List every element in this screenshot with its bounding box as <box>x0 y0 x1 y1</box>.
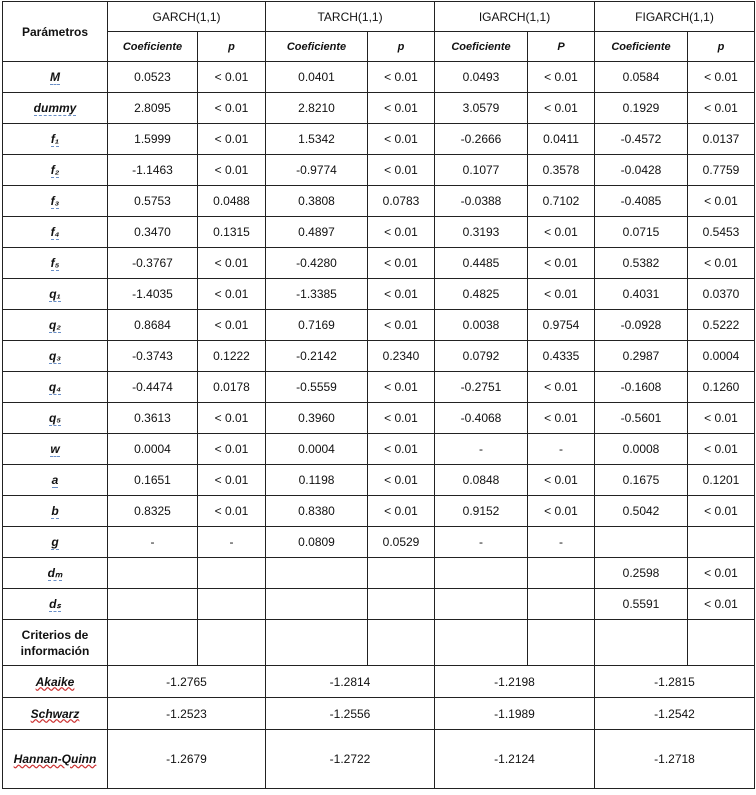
p-value-cell: 0.0137 <box>688 124 755 155</box>
p-value-cell: 0.1260 <box>688 372 755 403</box>
coefficient-cell: 0.5042 <box>595 496 688 527</box>
table-row <box>3 558 755 589</box>
p-value-cell: 0.5222 <box>688 310 755 341</box>
coefficient-cell: - <box>435 527 528 558</box>
criterion-value: -1.2722 <box>266 730 435 789</box>
coefficient-cell: 0.7169 <box>266 310 368 341</box>
p-value-cell: 0.0004 <box>688 341 755 372</box>
parameter-name: a <box>51 473 59 487</box>
table-row <box>3 279 755 310</box>
coefficient-cell: 0.0848 <box>435 465 528 496</box>
coefficient-cell: -1.4035 <box>108 279 198 310</box>
coefficient-cell: 0.0523 <box>108 62 198 93</box>
coefficient-cell: -0.0428 <box>595 155 688 186</box>
coefficient-cell <box>108 589 198 620</box>
criteria-label: Criterios de información <box>3 620 108 666</box>
table-row <box>3 155 755 186</box>
coefficient-cell: -1.3385 <box>266 279 368 310</box>
parameter-rows <box>3 62 755 620</box>
coefficient-cell: 0.2987 <box>595 341 688 372</box>
p-value-cell: 0.7102 <box>528 186 595 217</box>
coefficient-cell: 0.5591 <box>595 589 688 620</box>
p-value-cell: < 0.01 <box>368 62 435 93</box>
coefficient-cell: -0.2142 <box>266 341 368 372</box>
parameter-name: f₅ <box>50 256 60 270</box>
coefficient-cell: 0.4897 <box>266 217 368 248</box>
p-value-cell: < 0.01 <box>368 155 435 186</box>
p-value-cell: < 0.01 <box>198 279 266 310</box>
table-row <box>3 186 755 217</box>
criterion-value: -1.2542 <box>595 698 755 730</box>
coefficient-cell: - <box>108 527 198 558</box>
p-value-cell: < 0.01 <box>368 248 435 279</box>
p-value-cell: 0.1222 <box>198 341 266 372</box>
p-header: P <box>528 32 595 62</box>
table-row <box>3 589 755 620</box>
criteria-row <box>3 730 755 789</box>
coefficient-cell: 0.1675 <box>595 465 688 496</box>
coefficient-cell: 0.0401 <box>266 62 368 93</box>
table-row <box>3 465 755 496</box>
parameter-name-cell <box>3 589 108 620</box>
p-value-cell <box>528 558 595 589</box>
coefficient-cell: 0.1929 <box>595 93 688 124</box>
coefficient-cell: -0.4572 <box>595 124 688 155</box>
coef-header: Coeficiente <box>435 32 528 62</box>
p-value-cell: < 0.01 <box>688 403 755 434</box>
p-value-cell: 0.7759 <box>688 155 755 186</box>
criteria-row <box>3 666 755 698</box>
parameters-header: Parámetros <box>3 2 108 62</box>
criterion-value: -1.2765 <box>108 666 266 698</box>
coefficient-cell: 0.1198 <box>266 465 368 496</box>
p-value-cell: < 0.01 <box>198 310 266 341</box>
results-table <box>2 1 755 789</box>
parameter-name: q₂ <box>49 318 61 332</box>
coefficient-cell: -0.3767 <box>108 248 198 279</box>
coefficient-cell: 0.0004 <box>108 434 198 465</box>
p-value-cell <box>198 589 266 620</box>
parameter-name-cell <box>3 93 108 124</box>
p-value-cell: 0.9754 <box>528 310 595 341</box>
p-header: p <box>198 32 266 62</box>
coefficient-cell <box>108 558 198 589</box>
p-value-cell <box>198 558 266 589</box>
coefficient-cell: 0.0004 <box>266 434 368 465</box>
p-value-cell: < 0.01 <box>368 124 435 155</box>
criteria-rows <box>3 620 755 789</box>
p-value-cell: < 0.01 <box>688 558 755 589</box>
coefficient-cell: 1.5999 <box>108 124 198 155</box>
parameter-name: q₁ <box>49 287 61 301</box>
p-value-cell: < 0.01 <box>528 465 595 496</box>
coefficient-cell: 0.8380 <box>266 496 368 527</box>
coefficient-cell: -0.4068 <box>435 403 528 434</box>
p-value-cell: 0.0370 <box>688 279 755 310</box>
table-row <box>3 124 755 155</box>
parameter-name: q₄ <box>48 380 62 394</box>
table-row <box>3 248 755 279</box>
parameter-name-cell <box>3 434 108 465</box>
coefficient-cell: -0.5601 <box>595 403 688 434</box>
p-header: p <box>688 32 755 62</box>
empty-cell <box>688 620 755 666</box>
coefficient-cell: - <box>435 434 528 465</box>
parameter-name-cell <box>3 248 108 279</box>
p-value-cell: - <box>528 527 595 558</box>
coefficient-cell: 0.8684 <box>108 310 198 341</box>
p-value-cell: < 0.01 <box>528 62 595 93</box>
coefficient-cell: 0.1651 <box>108 465 198 496</box>
p-value-cell: 0.1201 <box>688 465 755 496</box>
p-value-cell: < 0.01 <box>528 372 595 403</box>
coefficient-cell: 0.0809 <box>266 527 368 558</box>
coefficient-cell: -0.2666 <box>435 124 528 155</box>
coef-header: Coeficiente <box>595 32 688 62</box>
table-row <box>3 403 755 434</box>
coefficient-cell: -0.4280 <box>266 248 368 279</box>
criterion-value: -1.2814 <box>266 666 435 698</box>
coefficient-cell: 0.2598 <box>595 558 688 589</box>
parameter-name: f₄ <box>50 225 60 239</box>
criteria-row <box>3 698 755 730</box>
p-value-cell <box>368 558 435 589</box>
coefficient-cell <box>435 558 528 589</box>
p-value-cell: < 0.01 <box>688 589 755 620</box>
coefficient-cell: 0.9152 <box>435 496 528 527</box>
coefficient-cell: -0.5559 <box>266 372 368 403</box>
parameter-name: q₅ <box>48 411 62 425</box>
coefficient-cell <box>266 558 368 589</box>
p-value-cell: < 0.01 <box>198 496 266 527</box>
p-value-cell: < 0.01 <box>688 93 755 124</box>
criterion-name: Schwarz <box>3 698 108 730</box>
coefficient-cell: 2.8095 <box>108 93 198 124</box>
parameter-name-cell <box>3 186 108 217</box>
p-value-cell: < 0.01 <box>688 434 755 465</box>
coefficient-cell: 0.0715 <box>595 217 688 248</box>
coefficient-cell: 0.5382 <box>595 248 688 279</box>
parameter-name-cell <box>3 403 108 434</box>
parameter-name-cell <box>3 62 108 93</box>
p-value-cell: 0.0488 <box>198 186 266 217</box>
p-value-cell <box>368 589 435 620</box>
coefficient-cell: -0.3743 <box>108 341 198 372</box>
coefficient-cell: 0.1077 <box>435 155 528 186</box>
criterion-value: -1.2523 <box>108 698 266 730</box>
coefficient-cell: 3.0579 <box>435 93 528 124</box>
coefficient-cell: -0.4085 <box>595 186 688 217</box>
p-value-cell: < 0.01 <box>688 496 755 527</box>
parameter-name: q₃ <box>49 349 61 363</box>
coefficient-cell: 0.5753 <box>108 186 198 217</box>
p-value-cell: < 0.01 <box>368 217 435 248</box>
coefficient-cell: 0.3613 <box>108 403 198 434</box>
coefficient-cell: 0.4825 <box>435 279 528 310</box>
parameter-name: b <box>51 504 59 518</box>
p-value-cell: 0.5453 <box>688 217 755 248</box>
table-row <box>3 341 755 372</box>
parameter-name: M <box>50 70 60 84</box>
p-value-cell: 0.0783 <box>368 186 435 217</box>
p-value-cell: < 0.01 <box>368 310 435 341</box>
p-value-cell: - <box>198 527 266 558</box>
coefficient-cell: -0.2751 <box>435 372 528 403</box>
parameter-name-cell <box>3 372 108 403</box>
p-value-cell <box>688 527 755 558</box>
p-value-cell: < 0.01 <box>528 217 595 248</box>
p-value-cell: < 0.01 <box>528 248 595 279</box>
model-header-igarch: IGARCH(1,1) <box>435 2 595 32</box>
coef-header: Coeficiente <box>266 32 368 62</box>
parameter-name: f₂ <box>50 163 60 177</box>
criterion-value: -1.2198 <box>435 666 595 698</box>
p-value-cell: < 0.01 <box>198 434 266 465</box>
parameter-name-cell <box>3 217 108 248</box>
p-value-cell <box>528 589 595 620</box>
parameter-name: g <box>51 535 59 549</box>
p-value-cell: < 0.01 <box>198 248 266 279</box>
parameter-name-cell <box>3 279 108 310</box>
p-value-cell: < 0.01 <box>198 403 266 434</box>
p-value-cell: < 0.01 <box>368 403 435 434</box>
p-value-cell: - <box>528 434 595 465</box>
p-value-cell: < 0.01 <box>198 62 266 93</box>
coefficient-cell: 0.3193 <box>435 217 528 248</box>
empty-cell <box>108 620 198 666</box>
p-value-cell: 0.4335 <box>528 341 595 372</box>
p-value-cell: 0.0178 <box>198 372 266 403</box>
coefficient-cell: -0.9774 <box>266 155 368 186</box>
coefficient-cell: 2.8210 <box>266 93 368 124</box>
empty-cell <box>595 620 688 666</box>
coefficient-cell: 0.3960 <box>266 403 368 434</box>
parameter-name-cell <box>3 155 108 186</box>
criterion-value: -1.1989 <box>435 698 595 730</box>
parameter-name: w <box>50 442 60 456</box>
empty-cell <box>198 620 266 666</box>
coefficient-cell: -0.4474 <box>108 372 198 403</box>
criterion-value: -1.2815 <box>595 666 755 698</box>
p-value-cell: < 0.01 <box>688 62 755 93</box>
p-value-cell: 0.2340 <box>368 341 435 372</box>
coefficient-cell: 0.4485 <box>435 248 528 279</box>
criterion-value: -1.2679 <box>108 730 266 789</box>
p-value-cell: < 0.01 <box>198 465 266 496</box>
model-header-tarch: TARCH(1,1) <box>266 2 435 32</box>
p-value-cell: < 0.01 <box>528 279 595 310</box>
p-value-cell: < 0.01 <box>198 155 266 186</box>
coefficient-cell: -1.1463 <box>108 155 198 186</box>
coefficient-cell: 1.5342 <box>266 124 368 155</box>
empty-cell <box>435 620 528 666</box>
empty-cell <box>528 620 595 666</box>
table-row <box>3 496 755 527</box>
parameter-name-cell <box>3 310 108 341</box>
model-header-garch: GARCH(1,1) <box>108 2 266 32</box>
coefficient-cell: 0.8325 <box>108 496 198 527</box>
table-row <box>3 310 755 341</box>
coefficient-cell: 0.0038 <box>435 310 528 341</box>
coef-header: Coeficiente <box>108 32 198 62</box>
parameter-name: dummy <box>33 101 77 115</box>
table-row <box>3 527 755 558</box>
parameter-name-cell <box>3 465 108 496</box>
p-value-cell: < 0.01 <box>368 372 435 403</box>
table-row <box>3 372 755 403</box>
empty-cell <box>368 620 435 666</box>
coefficient-cell: 0.0493 <box>435 62 528 93</box>
coefficient-cell: 0.4031 <box>595 279 688 310</box>
p-header: p <box>368 32 435 62</box>
criterion-name: Akaike <box>3 666 108 698</box>
p-value-cell: < 0.01 <box>528 496 595 527</box>
parameter-name-cell <box>3 341 108 372</box>
coefficient-cell: 0.0792 <box>435 341 528 372</box>
coefficient-cell <box>266 589 368 620</box>
coefficient-cell: -0.0388 <box>435 186 528 217</box>
table-row <box>3 62 755 93</box>
parameter-name: f₃ <box>50 194 60 208</box>
coefficient-cell: 0.0584 <box>595 62 688 93</box>
parameter-name-cell <box>3 558 108 589</box>
criterion-value: -1.2556 <box>266 698 435 730</box>
table-row <box>3 217 755 248</box>
p-value-cell: < 0.01 <box>198 124 266 155</box>
p-value-cell: 0.0411 <box>528 124 595 155</box>
p-value-cell: < 0.01 <box>688 186 755 217</box>
parameter-name: dₘ <box>47 566 63 580</box>
p-value-cell: < 0.01 <box>528 403 595 434</box>
criteria-header-row <box>3 620 755 666</box>
criterion-name: Hannan-Quinn <box>3 730 108 789</box>
parameter-name-cell <box>3 496 108 527</box>
parameter-name: dₛ <box>49 597 61 611</box>
p-value-cell: < 0.01 <box>528 93 595 124</box>
criterion-value: -1.2124 <box>435 730 595 789</box>
criterion-value: -1.2718 <box>595 730 755 789</box>
p-value-cell: < 0.01 <box>368 93 435 124</box>
p-value-cell: < 0.01 <box>198 93 266 124</box>
parameter-name-cell <box>3 124 108 155</box>
coefficient-cell <box>435 589 528 620</box>
empty-cell <box>266 620 368 666</box>
parameter-name: f₁ <box>50 132 60 146</box>
coefficient-cell: 0.0008 <box>595 434 688 465</box>
p-value-cell: 0.0529 <box>368 527 435 558</box>
p-value-cell: < 0.01 <box>368 279 435 310</box>
parameter-name-cell <box>3 527 108 558</box>
p-value-cell: < 0.01 <box>368 465 435 496</box>
model-header-figarch: FIGARCH(1,1) <box>595 2 755 32</box>
p-value-cell: < 0.01 <box>368 434 435 465</box>
coefficient-cell: 0.3808 <box>266 186 368 217</box>
p-value-cell: 0.1315 <box>198 217 266 248</box>
p-value-cell: < 0.01 <box>368 496 435 527</box>
p-value-cell: 0.3578 <box>528 155 595 186</box>
table-row <box>3 93 755 124</box>
coefficient-cell: 0.3470 <box>108 217 198 248</box>
table-row <box>3 434 755 465</box>
coefficient-cell: -0.0928 <box>595 310 688 341</box>
coefficient-cell: -0.1608 <box>595 372 688 403</box>
p-value-cell: < 0.01 <box>688 248 755 279</box>
coefficient-cell <box>595 527 688 558</box>
